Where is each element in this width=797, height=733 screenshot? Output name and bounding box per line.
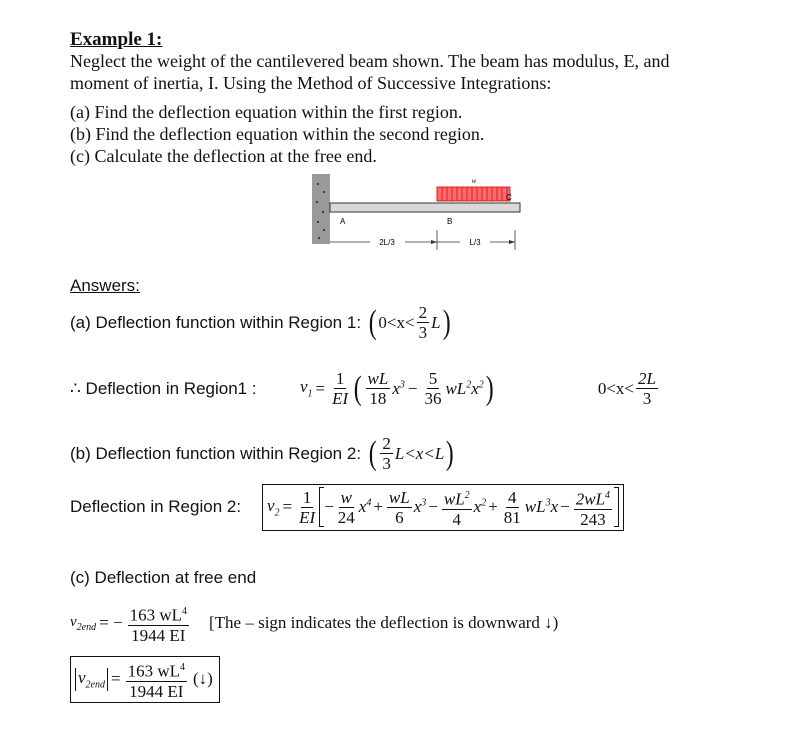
part-c-text: (c) Calculate the deflection at the free end. — [70, 146, 377, 166]
dim-label-L3: L/3 — [469, 238, 481, 247]
region1-label: ∴ Deflection in Region1 : — [70, 378, 257, 398]
range-a-num: 2 — [418, 303, 428, 322]
example-title: Example 1: — [70, 29, 163, 50]
sign-note: [The – sign indicates the deflection is downward ↓) — [208, 613, 559, 633]
part-a-text: (a) Find the deflection equation within the first region. — [70, 102, 463, 122]
point-c-label: C — [506, 193, 512, 202]
dim-arrow-2 — [509, 240, 515, 244]
region2-formula-box: $v_2$ = $\frac{1}{EI}$ − $\frac{w}{24}$ $x^4$ + $\frac{wL}{6}$ $x^3$ − $\frac{wL^2}{4}$ $x^2$ + $\frac{4}{81}$ $wL^3x$ − $\frac{2wL^4}{243}$ — [262, 484, 624, 531]
point-a-label: A — [340, 217, 346, 226]
load-label: w — [471, 177, 477, 185]
cantilever-beam-figure — [310, 172, 530, 252]
dim-label-2L3: 2L/3 — [379, 238, 395, 247]
answer-b-label: (b) Deflection function within Region 2: — [70, 443, 362, 463]
part-b-text: (b) Find the deflection equation within the second region. — [70, 124, 485, 144]
answer-a-heading: (a) Deflection function within Region 1: ( 0<x< $\frac{2}{3}$ L ) — [70, 303, 451, 342]
direction-arrow: (↓) — [193, 669, 213, 689]
v1-lhs: $v_1$ — [300, 377, 313, 400]
answer-c-result: $v_{2end}$ = − $\frac{163 wL^4}{1944 EI}$ [The – sign indicates the deflection is downward ↓) — [70, 602, 558, 645]
intro-line-1: Neglect the weight of the cantilevered beam shown. The beam has modulus, E, and — [70, 51, 670, 71]
range-a-right: L — [431, 312, 441, 332]
intro-line-2: moment of inertia, I. Using the Method of Successive Integrations: — [70, 73, 552, 93]
answer-c-boxed: $v_{2end}$ = $\frac{163 wL^4}{1944 EI}$ (↓) — [70, 656, 220, 703]
answers-heading: Answers: — [70, 276, 140, 295]
fixed-wall — [312, 174, 330, 244]
beam — [330, 203, 520, 212]
answer-b-heading: (b) Deflection function within Region 2: ( $\frac{2}{3}$ L<x<L ) — [70, 434, 454, 473]
point-b-label: B — [447, 217, 453, 226]
answer-c-label: (c) Deflection at free end — [70, 568, 257, 587]
answer-a-label: (a) Deflection function within Region 1: — [70, 312, 362, 332]
range-a-den: 3 — [418, 323, 428, 342]
range-a-left: 0<x< — [378, 312, 415, 332]
answer-b-result — [70, 484, 624, 531]
region2-label: Deflection in Region 2: — [70, 497, 242, 517]
answer-a-result: ∴ Deflection in Region1 : $v_1$ = $\frac{1}{EI}$ ( $\frac{wL}{18}$ $x^3$ − $\frac{5}{36}$ $wL^2x^2$ ) 0<x< $\frac{2L}{3}$ — [70, 369, 656, 408]
domain-a-left: 0<x< — [597, 378, 635, 398]
dimension-lines — [330, 230, 515, 250]
distributed-load — [437, 187, 510, 201]
dim-arrow-1 — [431, 240, 437, 244]
